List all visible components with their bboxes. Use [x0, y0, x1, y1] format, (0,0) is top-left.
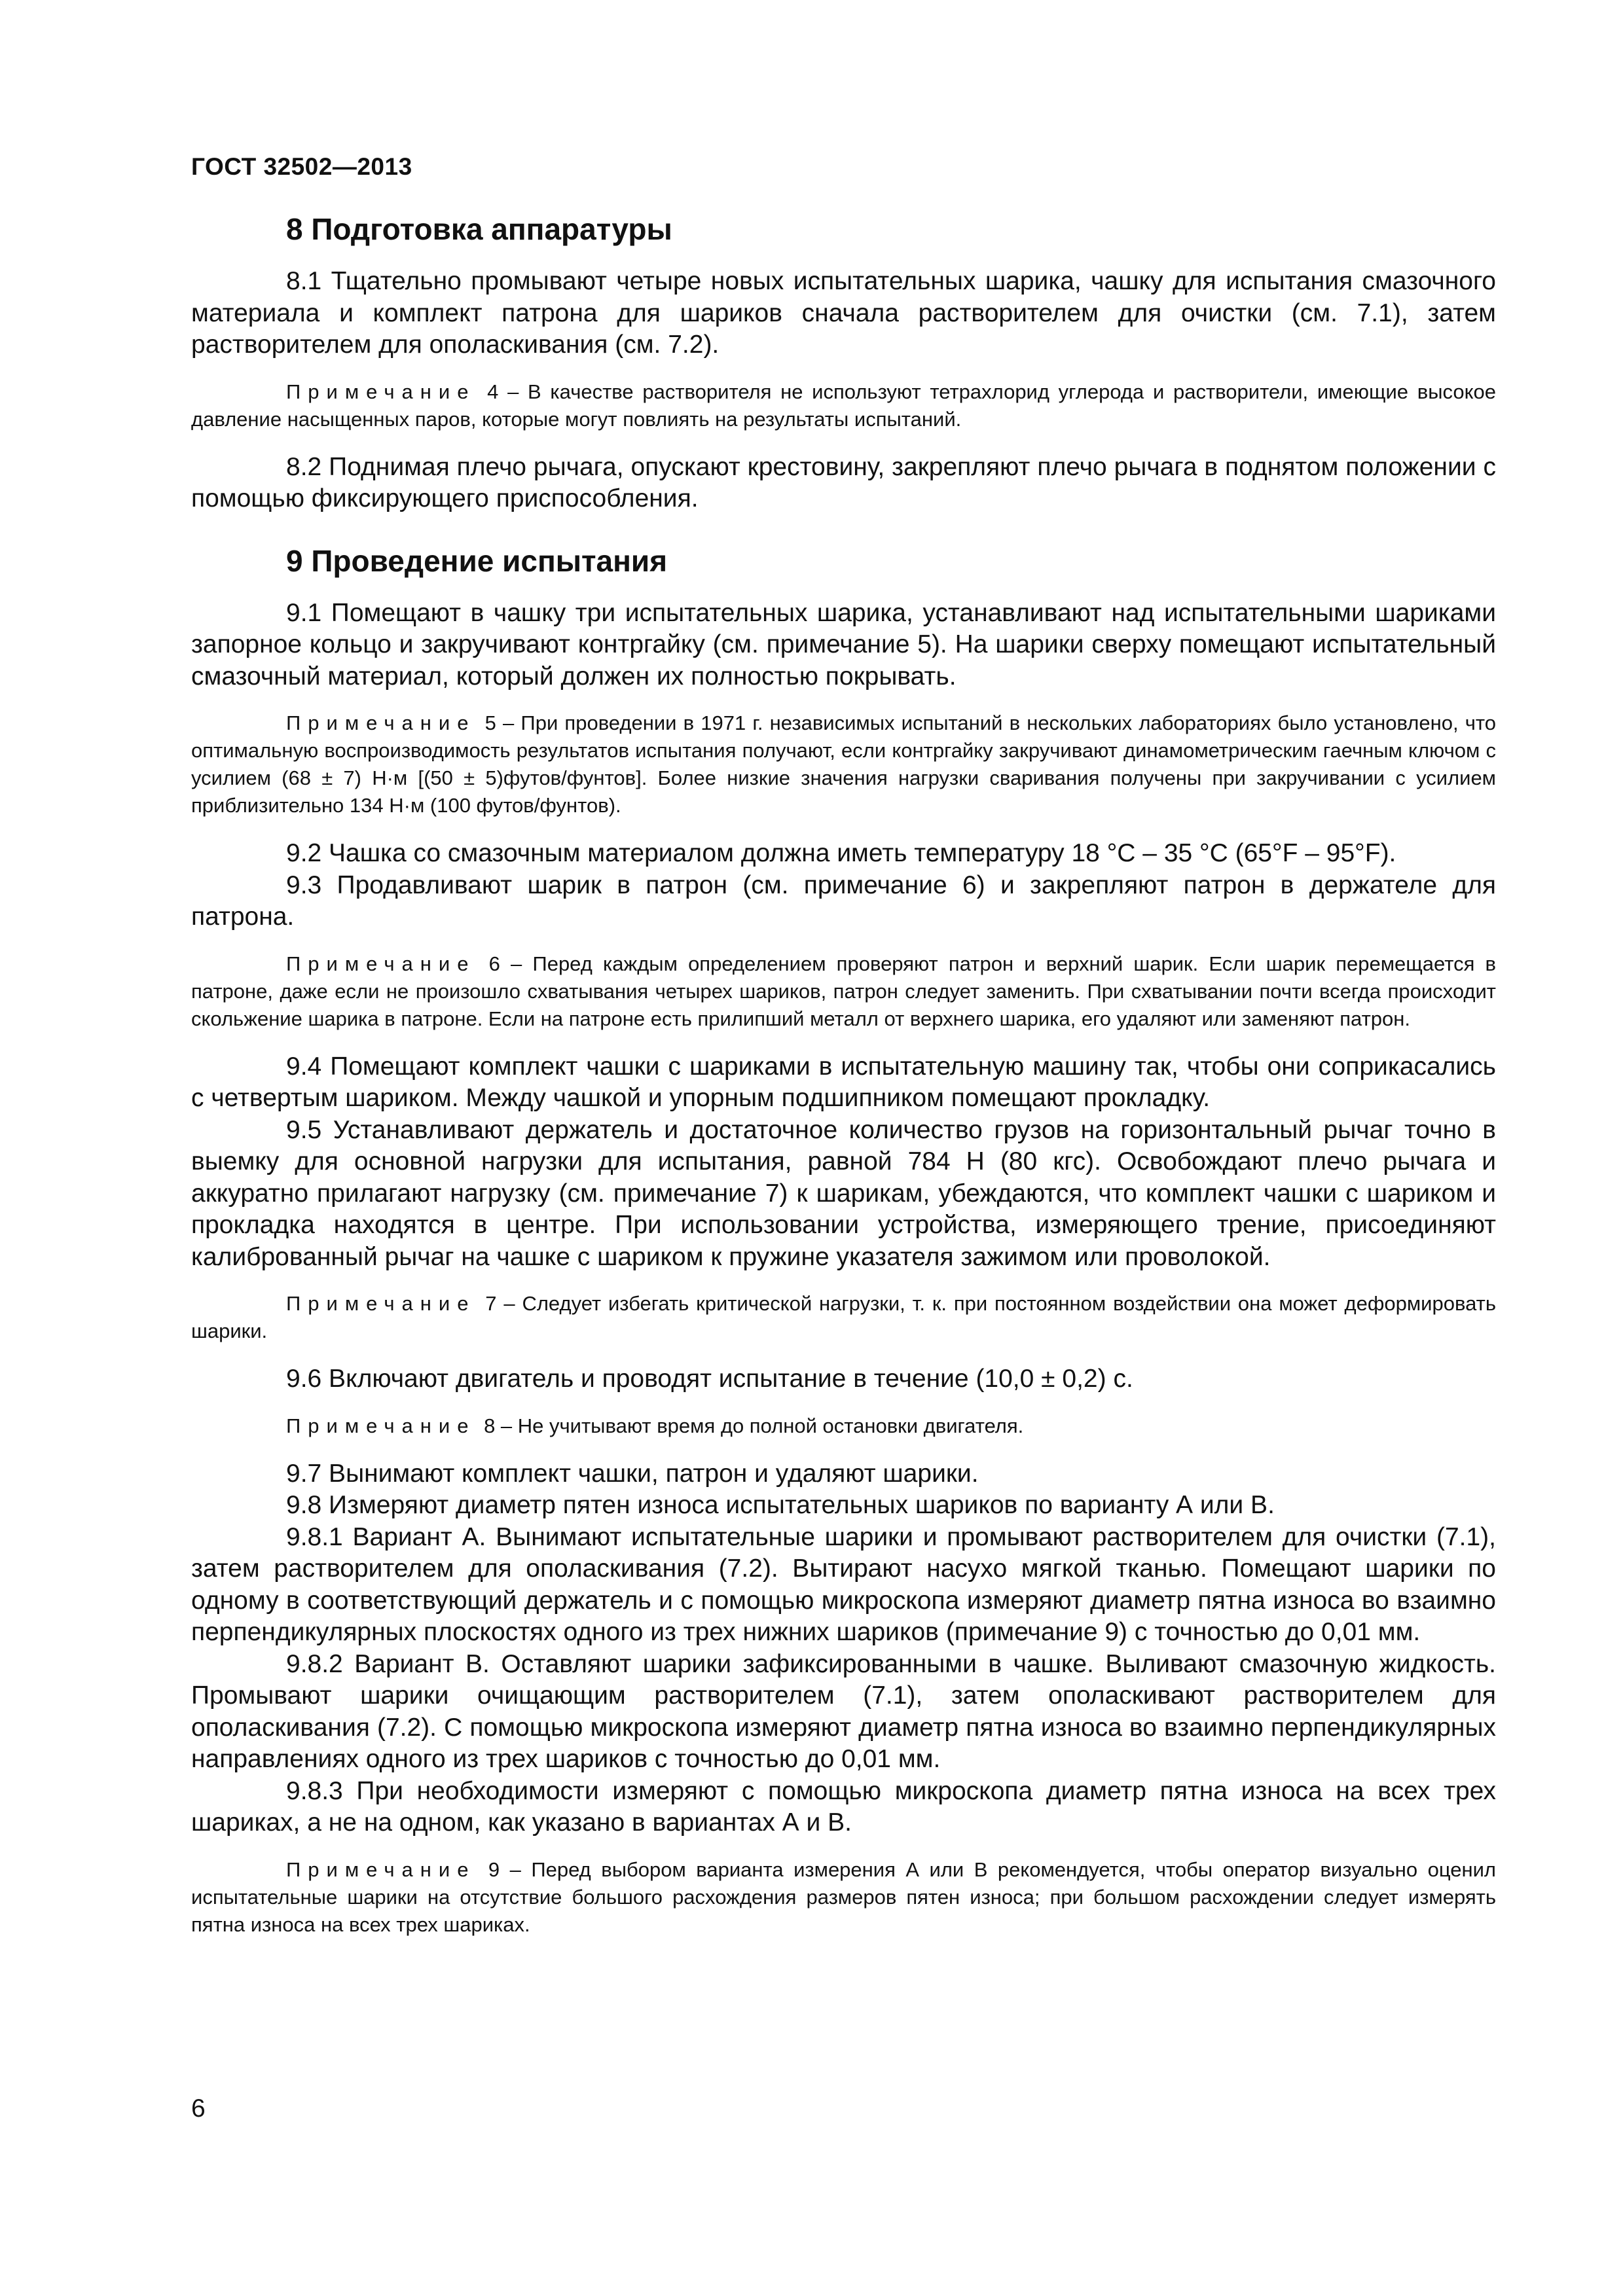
- note-label: Примечание: [286, 711, 476, 734]
- note-text: 8 – Не учитывают время до полной остановки двигателя.: [484, 1414, 1024, 1437]
- note-5: [191, 709, 1496, 819]
- note-text: 9 – Перед выбором варианта измерения А или В рекомендуется, чтобы оператор визуально оценил испытательные шарики на отсутствие большого расхождения размеров пятен износа; при большом расхождении следует измерять пятна износа на всех трех шариках.: [191, 1857, 1496, 1936]
- note-text: 6 – Перед каждым определением проверяют патрон и верхний шарик. Если шарик перемещается в патроне, даже если не произошло схватывания четырех шариков, патрон следует заменить. При схватывании почти всегда происходит скольжение шарика в патроне. Если на патроне есть прилипший металл от верхнего шарика, его удаляют или заменяют патрон.: [191, 952, 1496, 1030]
- paragraph-9-1: 9.1 Помещают в чашку три испытательных шарика, устанавливают над испытательными шариками запорное кольцо и закручивают контргайку (см. примечание 5). На шарики сверху помещают испытательный смазочный материал, который должен их полностью покрывать.: [191, 598, 1496, 691]
- paragraph-9-2: 9.2 Чашка со смазочным материалом должна иметь температуру 18 °С – 35 °С (65°F – 95°F).: [286, 839, 1396, 867]
- paragraph-9-4: 9.4 Помещают комплект чашки с шариками в испытательную машину так, чтобы они соприкасались с четвертым шариком. Между чашкой и упорным подшипником помещают прокладку.: [191, 1052, 1496, 1112]
- note-text: 5 – При проведении в 1971 г. независимых испытаний в нескольких лабораториях было установлено, что оптимальную воспроизводимость результатов испытания получают, если контргайку закручивают динамометрическим гаечным ключом с усилием (68 ± 7) Н·м [(50 ± 5)футов/фунтов]. Более низкие значения нагрузки сваривания получены при закручивании с усилием приблизительно 134 Н·м (100 футов/фунтов).: [191, 711, 1496, 817]
- paragraph-9-8-2: 9.8.2 Вариант В. Оставляют шарики зафиксированными в чашке. Выливают смазочную жидкость. Промывают шарики очищающим растворителем (7.1), затем ополаскивают растворителем для ополаскивания (7.2). С помощью микроскопа измеряют диаметр пятна износа во взаимно перпендикулярных направлениях одного из трех шариков с точностью до 0,01 мм.: [191, 1649, 1496, 1773]
- note-text: 7 – Следует избегать критической нагрузки, т. к. при постоянном воздействии она может деформировать шарики.: [191, 1292, 1496, 1342]
- note-label: Примечание: [286, 380, 476, 403]
- paragraph-9-8-3: 9.8.3 При необходимости измеряют с помощью микроскопа диаметр пятна износа на всех трех шариках, а не на одном, как указано в вариантах А и В.: [191, 1776, 1496, 1837]
- paragraph-9-8-1: 9.8.1 Вариант А. Вынимают испытательные шарики и промывают растворителем для очистки (7.1), затем растворителем для ополаскивания (7.2). Вытирают насухо мягкой тканью. Помещают шарики по одному в соответствующий держатель и с помощью микроскопа измеряют диаметр пятна износа во взаимно перпендикулярных плоскостях одного из трех нижних шариков (примечание 9) с точностью до 0,01 мм.: [191, 1522, 1496, 1646]
- note-9: [191, 1856, 1496, 1939]
- document-code: ГОСТ 32502—2013: [191, 153, 412, 180]
- paragraph-9-3: 9.3 Продавливают шарик в патрон (см. примечание 6) и закрепляют патрон в держателе для патрона.: [191, 870, 1496, 931]
- note-label: Примечание: [286, 1292, 476, 1315]
- paragraph-8-1: 8.1 Тщательно промывают четыре новых испытательных шарика, чашку для испытания смазочного материала и комплект патрона для шариков сначала растворителем для очистки (см. 7.1), затем растворителем для ополаскивания (см. 7.2).: [191, 267, 1496, 359]
- note-label: Примечание: [286, 1857, 476, 1881]
- paragraph-9-5: 9.5 Устанавливают держатель и достаточное количество грузов на горизонтальный рычаг точно в выемку для основной нагрузки для испытания, равной 784 Н (80 кгс). Освобождают плечо рычага и аккуратно прилагают нагрузку (см. примечание 7) к шарикам, убеждаются, что комплект чашки с шариком и прокладка находятся в центре. При использовании устройства, измеряющего трение, присоединяют калиброванный рычаг на чашке с шариком к пружине указателя зажимом или проволокой.: [191, 1115, 1496, 1271]
- paragraph-9-8: 9.8 Измеряют диаметр пятен износа испытательных шариков по варианту А или В.: [286, 1491, 1275, 1519]
- paragraph-8-2: 8.2 Поднимая плечо рычага, опускают крестовину, закрепляют плечо рычага в поднятом положении с помощью фиксирующего приспособления.: [191, 452, 1496, 512]
- note-text: 4 – В качестве растворителя не используют тетрахлорид углерода и растворители, имеющие высокое давление насыщенных паров, которые могут повлиять на результаты испытаний.: [191, 380, 1496, 431]
- note-7: [191, 1290, 1496, 1345]
- note-label: Примечание: [286, 952, 476, 975]
- note-6: [191, 950, 1496, 1033]
- note-4: [191, 378, 1496, 433]
- paragraph-9-7: 9.7 Вынимают комплект чашки, патрон и удаляют шарики.: [286, 1459, 979, 1488]
- page-content: [191, 209, 1496, 1957]
- note-8: [191, 1412, 1496, 1440]
- section-8-title: 8 Подготовка аппаратуры: [286, 212, 672, 246]
- section-9-title: 9 Проведение испытания: [286, 543, 668, 578]
- paragraph-9-6: 9.6 Включают двигатель и проводят испытание в течение (10,0 ± 0,2) с.: [286, 1365, 1133, 1393]
- page-number: 6: [191, 2094, 206, 2123]
- note-label: Примечание: [286, 1414, 476, 1437]
